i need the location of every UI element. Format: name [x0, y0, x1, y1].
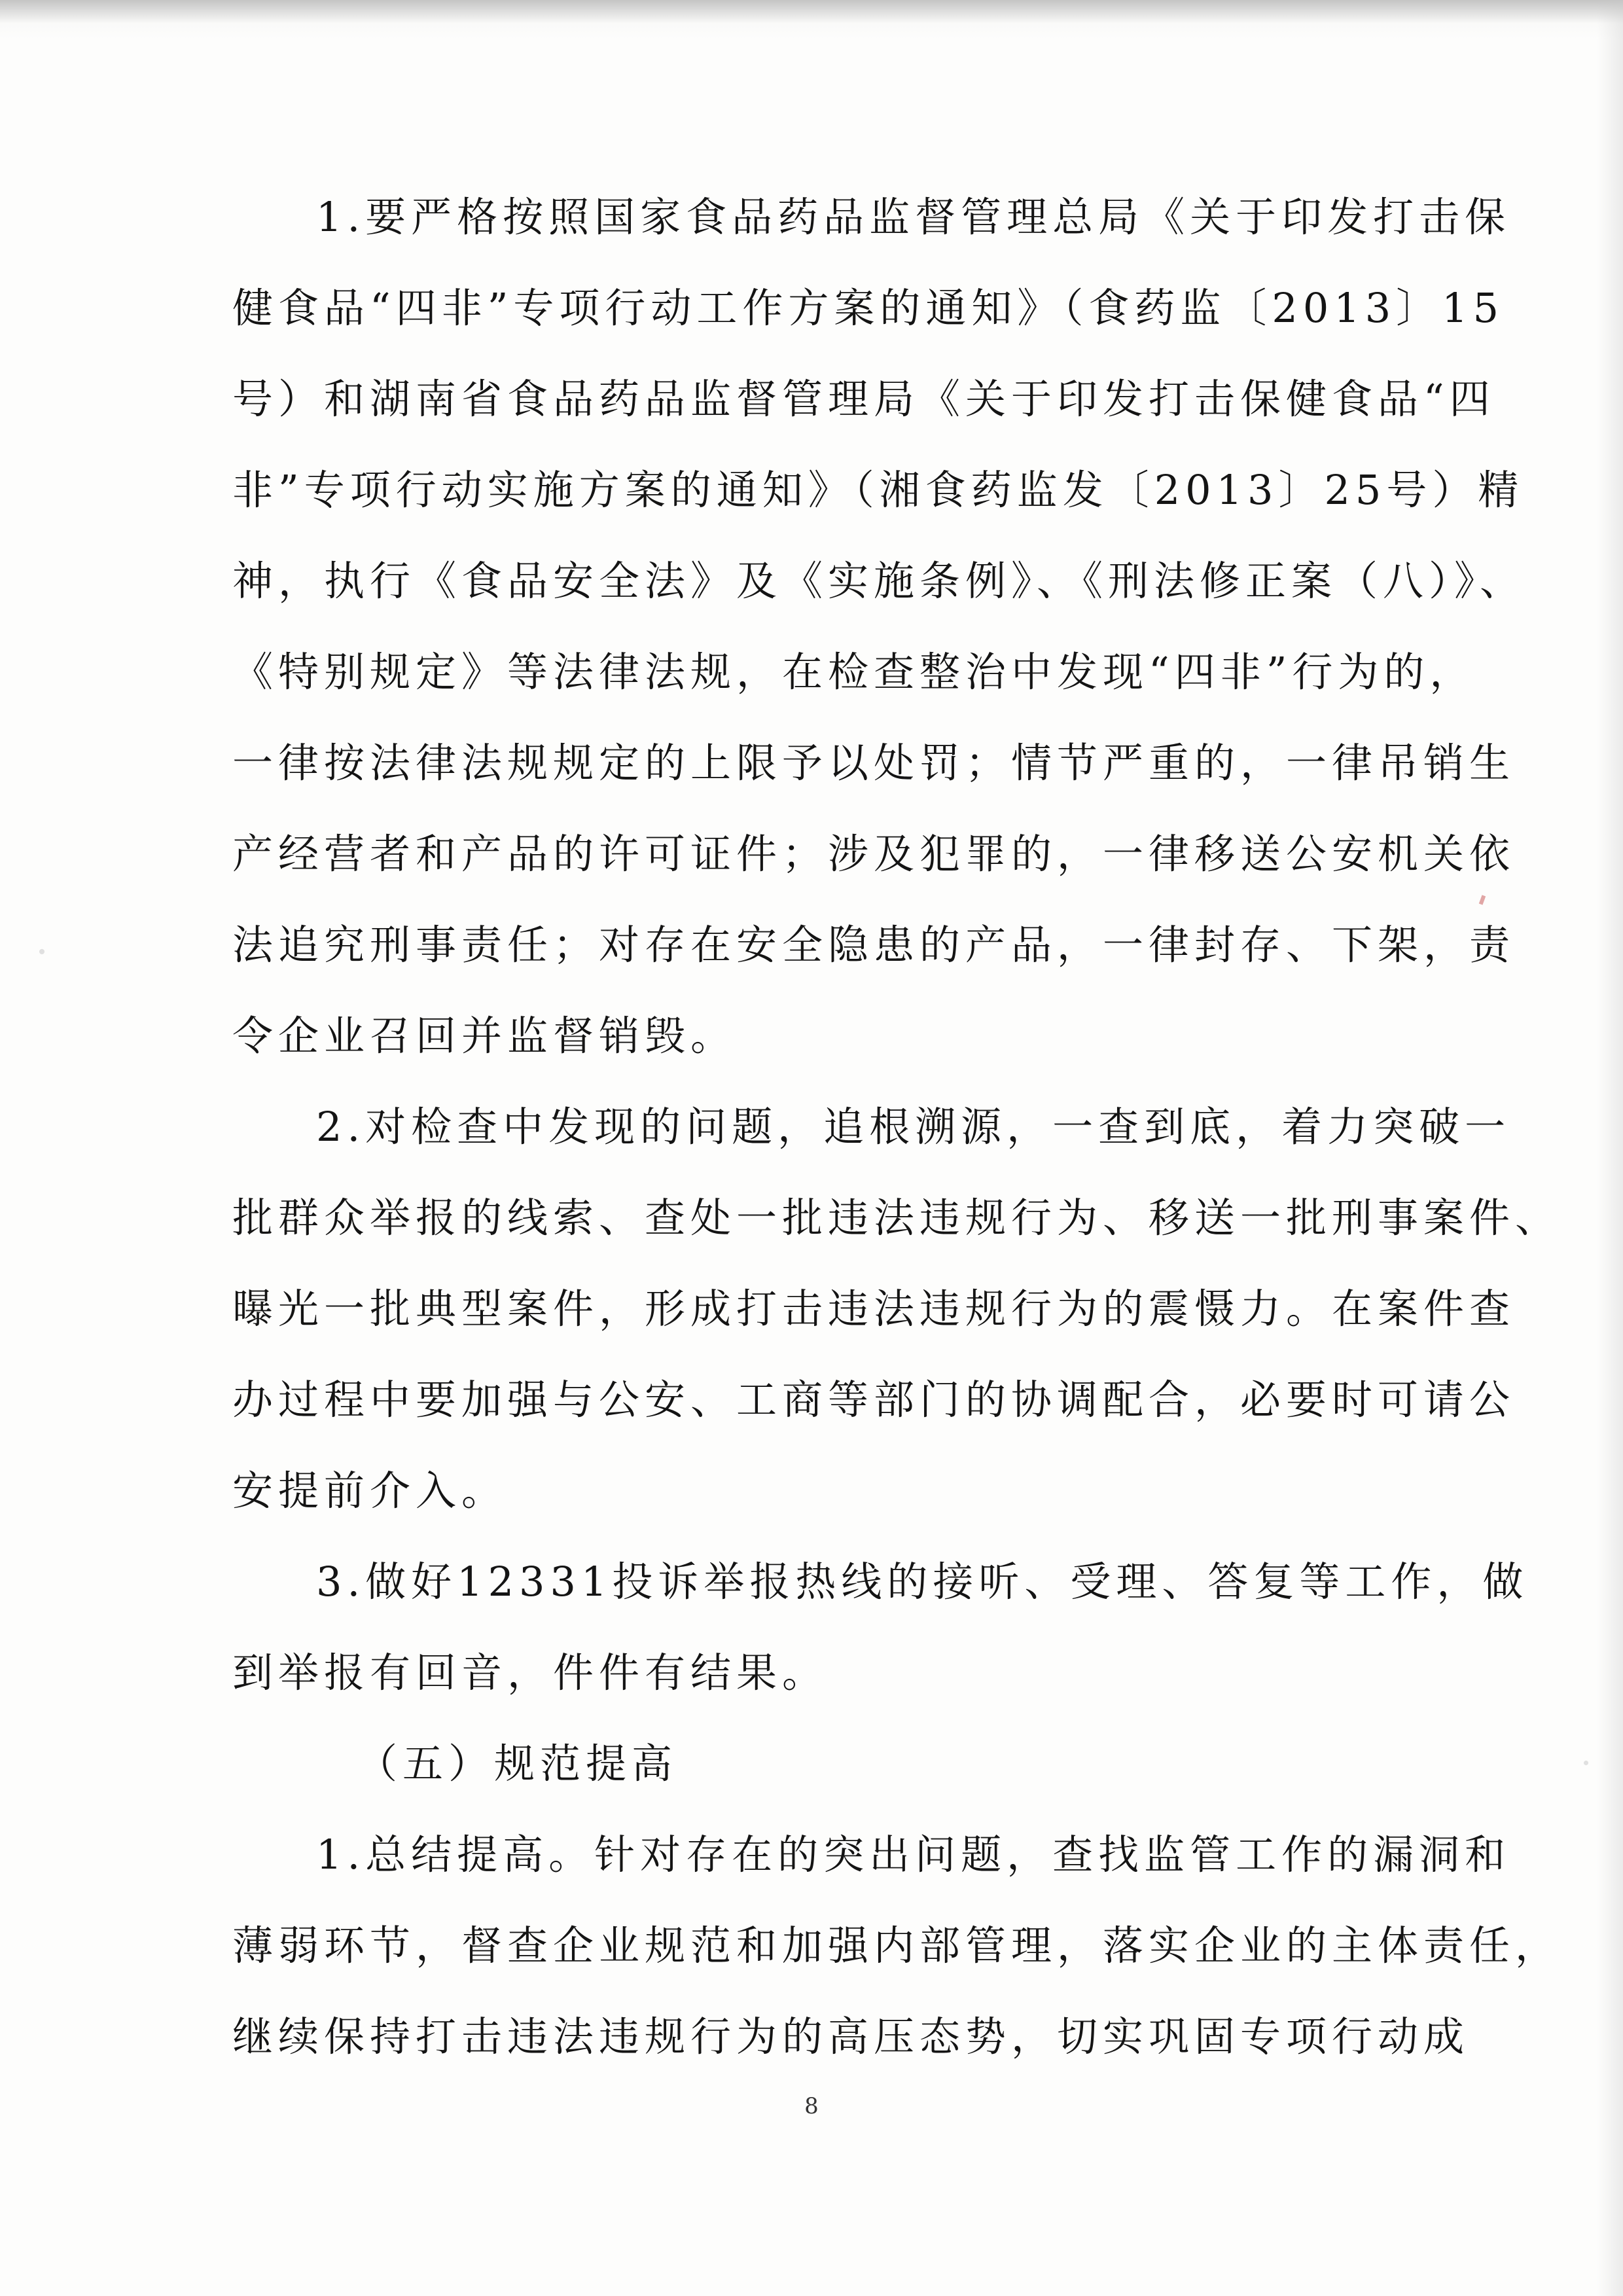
paragraph-4 — [232, 1809, 1561, 2082]
text-line: 批群众举报的线索、查处一批违法违规行为、移送一批刑事案件、 — [232, 1194, 1561, 1242]
paragraph-2 — [232, 1081, 1561, 1536]
scan-shadow-right — [1597, 0, 1623, 2296]
section-heading — [232, 1718, 1450, 1809]
text-line: 1.总结提高。针对存在的突出问题，查找监管工作的漏洞和 — [316, 1831, 1511, 1878]
scan-speck — [1584, 1761, 1588, 1765]
scan-speck — [39, 949, 45, 954]
text-line: 安提前介入。 — [232, 1467, 508, 1515]
paragraph-3 — [232, 1536, 1529, 1718]
scan-shadow-top — [0, 0, 1623, 39]
text-line: 2.对检查中发现的问题，追根溯源，一查到底，着力突破一 — [316, 1103, 1511, 1151]
section-title: （五）规范提高 — [357, 1740, 678, 1787]
text-line: 号）和湖南省食品药品监督管理局《关于印发打击保健食品“四 — [232, 375, 1495, 423]
text-line: 产经营者和产品的许可证件；涉及犯罪的，一律移送公安机关依 — [232, 830, 1516, 878]
text-line: 薄弱环节，督查企业规范和加强内部管理，落实企业的主体责任， — [232, 1922, 1561, 1969]
text-line: 办过程中要加强与公安、工商等部门的协调配合，必要时可请公 — [232, 1376, 1516, 1424]
text-line: 健食品“四非”专项行动工作方案的通知》（食药监〔2013〕15 — [232, 284, 1505, 332]
text-line: 非”专项行动实施方案的通知》（湘食药监发〔2013〕25号）精 — [232, 466, 1524, 514]
text-line: 到举报有回音，件件有结果。 — [232, 1649, 829, 1696]
ink-mark — [1479, 895, 1486, 905]
document-body — [232, 171, 1561, 2082]
page-number: 8 — [804, 2093, 819, 2119]
text-line: 曝光一批典型案件，形成打击违法违规行为的震慑力。在案件查 — [232, 1285, 1516, 1333]
text-line: 继续保持打击违法违规行为的高压态势，切实巩固专项行动成 — [232, 2013, 1470, 2060]
paragraph-1 — [232, 171, 1526, 1081]
text-line: 一律按法律法规规定的上限予以处罚；情节严重的，一律吊销生 — [232, 739, 1516, 787]
text-line: 《特别规定》等法律法规，在检查整治中发现“四非”行为的， — [232, 648, 1476, 696]
text-line: 令企业召回并监督销毁。 — [232, 1012, 737, 1060]
text-line: 神，执行《食品安全法》及《实施条例》、《刑法修正案（八）》、 — [232, 557, 1526, 605]
text-line: 法追究刑事责任；对存在安全隐患的产品，一律封存、下架，责 — [232, 921, 1516, 969]
text-line: 1.要严格按照国家食品药品监督管理总局《关于印发打击保 — [316, 193, 1511, 241]
text-line: 3.做好12331投诉举报热线的接听、受理、答复等工作，做 — [316, 1558, 1529, 1605]
